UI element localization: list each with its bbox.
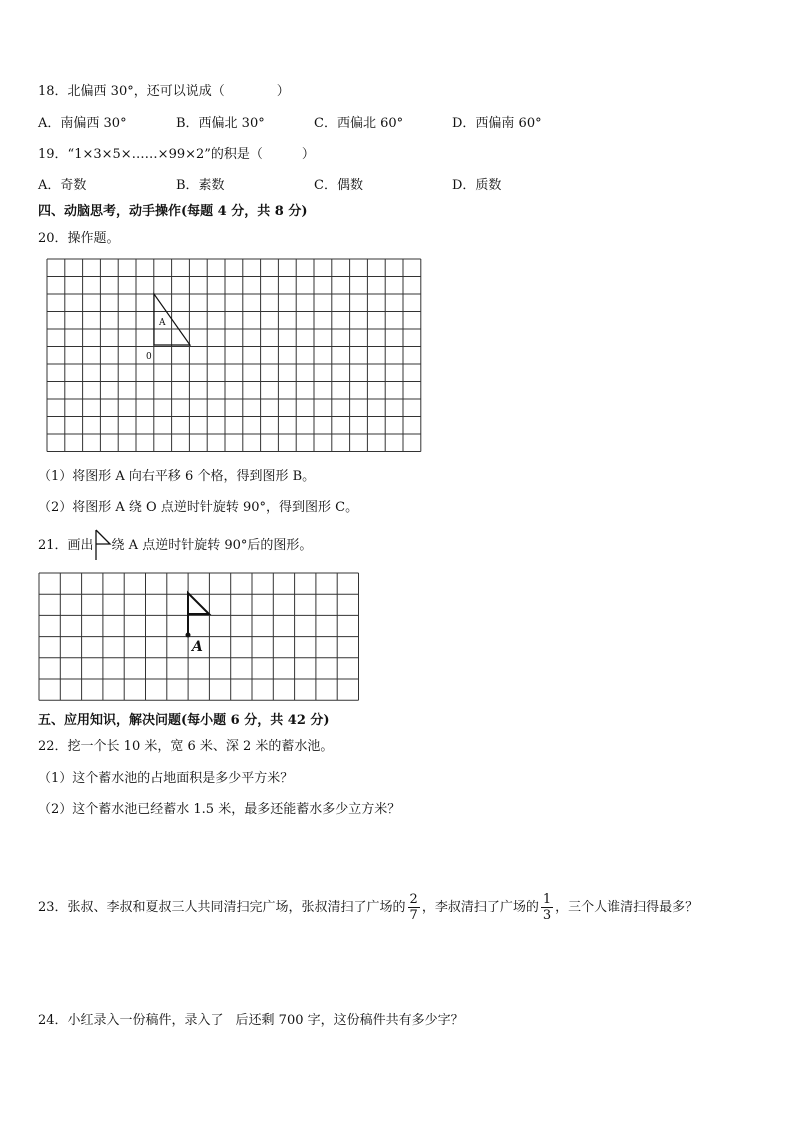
q18-option-a: A．南偏西 30° (38, 116, 127, 131)
q24-part1: 24．小红录入一份稿件，录入了 (38, 1013, 224, 1028)
section4-heading: 四、动脑思考，动手操作(每题 4 分，共 8 分) (38, 204, 308, 219)
q23-frac2-numerator: 1 (542, 892, 552, 907)
q24-stem (38, 1012, 464, 1030)
q23-frac2-denominator: 3 (542, 908, 552, 923)
q23-part3: ，三个人谁清扫得最多？ (555, 900, 699, 915)
q21-point-a (186, 633, 191, 638)
q21-stem-prefix: 21．画出 (38, 538, 94, 553)
q21-flag-shape (188, 593, 209, 635)
flag-figure-icon (94, 528, 112, 562)
q21-grid (38, 572, 360, 702)
q20-sub2: （2）将图形 A 绕 O 点逆时针旋转 90°，得到图形 C。 (38, 500, 359, 515)
q20-sub1: （1）将图形 A 向右平移 6 个格，得到图形 B。 (38, 469, 316, 484)
q21-stem-suffix: 绕 A 点逆时针旋转 90°后的图形。 (111, 538, 313, 553)
q21-stem (38, 537, 312, 555)
q20-grid-lines (47, 259, 421, 452)
q18-option-b: B．西偏北 30° (176, 116, 265, 131)
q22-stem: 22．挖一个长 10 米，宽 6 米、深 2 米的蓄水池。 (38, 739, 334, 754)
q19-option-d: D．质数 (452, 178, 502, 193)
q19-stem: 19．“1×3×5×……×99×2”的积是（ ） (38, 147, 315, 162)
q23-stem (38, 888, 698, 928)
section5-heading: 五、应用知识，解决问题(每小题 6 分，共 42 分) (38, 713, 330, 728)
q21-grid-lines (39, 573, 359, 700)
q19-option-a: A．奇数 (38, 178, 87, 193)
q23-part2: ，李叔清扫了广场的 (421, 900, 539, 915)
q23-fraction-1 (408, 892, 420, 923)
q20-label-a: A (159, 318, 166, 328)
q22-sub1: （1）这个蓄水池的占地面积是多少平方米？ (38, 771, 294, 786)
q21-label-a: A (192, 639, 203, 655)
q23-frac1-numerator: 2 (409, 892, 418, 907)
q19-option-c: C．偶数 (314, 178, 363, 193)
q22-sub2: （2）这个蓄水池已经蓄水 1.5 米，最多还能蓄水多少立方米？ (38, 802, 401, 817)
q20-label-o: 0 (146, 352, 152, 362)
q24-part2: 后还剩 700 字，这份稿件共有多少字？ (235, 1013, 464, 1028)
q23-frac1-denominator: 7 (409, 908, 418, 923)
q18-option-c: C．西偏北 60° (314, 116, 404, 131)
q19-option-b: B．素数 (176, 178, 225, 193)
q20-grid (46, 258, 424, 452)
q20-stem: 20．操作题。 (38, 231, 120, 246)
q23-part1: 23．张叔、李叔和夏叔三人共同清扫完广场，张叔清扫了广场的 (38, 900, 406, 915)
q18-option-d: D．西偏南 60° (452, 116, 542, 131)
q18-stem: 18．北偏西 30°，还可以说成（ ） (38, 84, 290, 99)
q23-fraction-2 (541, 892, 553, 923)
